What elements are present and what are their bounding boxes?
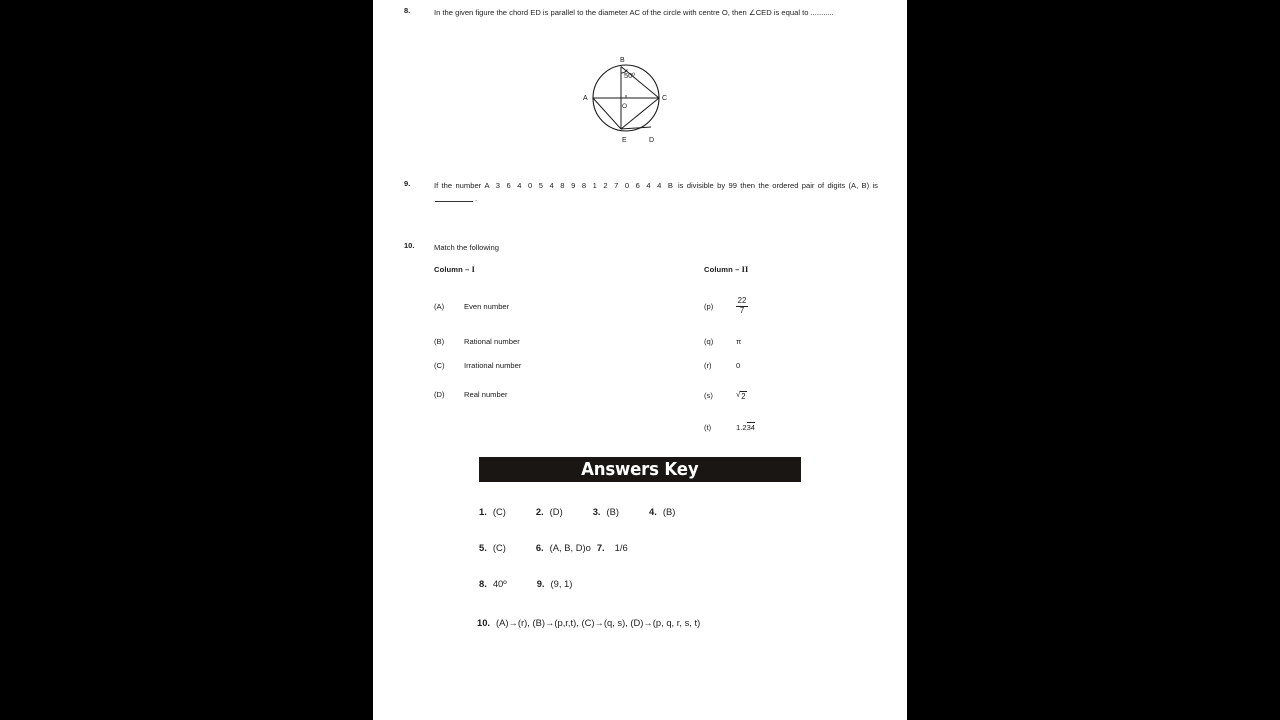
question-9 [404, 179, 882, 206]
column-1-header [434, 265, 475, 274]
square-root-2 [736, 390, 747, 401]
match-left-label: Rational number [464, 337, 520, 346]
match-right-value [736, 390, 747, 401]
answer-value: (B) [606, 506, 620, 517]
answer-number: 9. [536, 578, 545, 589]
answer-value: (C) [492, 542, 506, 553]
match-right-item [704, 337, 741, 346]
label-angle-50: 50º [624, 71, 635, 80]
match-left-tag: (B) [434, 337, 445, 346]
match-right-value: π [736, 337, 742, 346]
match-right-item [704, 390, 747, 401]
label-C: C [662, 95, 668, 102]
answer-number: 8. [479, 578, 487, 589]
match-left-label: Irrational number [464, 361, 522, 370]
column-2-header-text: Column – [704, 265, 742, 274]
answer-blank[interactable] [435, 201, 473, 202]
label-E: E [622, 137, 627, 144]
match-right-tag: (r) [704, 361, 712, 370]
answer-number: 6. [535, 542, 544, 553]
match-left-item [434, 337, 520, 346]
answer-value: (B) [662, 506, 676, 517]
answer-value: 40º [492, 578, 507, 589]
answer-number: 5. [479, 542, 487, 553]
line-ED-chord [621, 127, 651, 129]
answer-value: (C) [492, 506, 506, 517]
match-right-value [736, 423, 755, 432]
question-10-number: 10. [404, 241, 415, 250]
question-9-suffix: . [475, 194, 478, 204]
column-2-roman: II [741, 265, 749, 274]
question-9-prefix: If the number [434, 181, 482, 190]
label-B: B [620, 57, 625, 64]
match-left-item [434, 302, 509, 311]
answer-value: (A, B, D)o [549, 542, 591, 553]
match-left-label: Even number [464, 302, 510, 311]
answer-number: 10. [477, 617, 491, 628]
fraction-denominator: 7 [736, 306, 748, 316]
radicand: 2 [741, 392, 746, 401]
label-D: D [649, 137, 655, 144]
document-page [373, 0, 907, 720]
answers-row [479, 506, 675, 517]
answers-row [479, 542, 628, 553]
fraction-numerator: 22 [737, 296, 747, 305]
column-1-roman: I [471, 265, 475, 274]
answer-value: (9, 1) [550, 578, 573, 589]
answer-number: 2. [535, 506, 544, 517]
answer-number: 7. [596, 542, 605, 553]
match-right-value [736, 297, 748, 315]
match-right-value: 0 [736, 361, 741, 370]
answer-number: 1. [479, 506, 487, 517]
match-left-tag: (A) [434, 302, 445, 311]
label-A: A [583, 95, 588, 102]
match-right-tag: (q) [704, 337, 714, 346]
repeating-digits: 34 [746, 423, 756, 432]
question-10-text: Match the following [434, 243, 500, 252]
answers-row [479, 578, 572, 589]
match-right-tag: (t) [704, 423, 712, 432]
question-9-middle: is divisible by 99 then the ordered pair of digits (A, B) is [677, 181, 878, 190]
match-left-item [434, 390, 507, 399]
decimal-prefix: 1.2 [736, 423, 747, 432]
answer-number: 3. [592, 506, 601, 517]
match-left-label: Real number [464, 390, 508, 399]
radical-sign: √ [736, 390, 741, 399]
circle-diagram-svg [563, 48, 693, 148]
match-left-tag: (D) [434, 390, 445, 399]
answers-key-banner [479, 457, 801, 482]
answer-value: 1/6 [614, 542, 628, 553]
match-left-tag: (C) [434, 361, 445, 370]
label-O: O [622, 103, 628, 110]
fraction-22-7 [736, 297, 748, 315]
circle-diagram-figure [563, 48, 693, 148]
answer-value: (D) [549, 506, 563, 517]
question-8-text: In the given figure the chord ED is parallel to the diameter AC of the circle with centre O, then ∠CED is equal to ........... [434, 8, 834, 17]
question-9-number: 9. [404, 179, 411, 188]
answer-number: 4. [649, 506, 657, 517]
match-right-tag: (p) [704, 301, 714, 311]
answers-key-title: Answers Key [581, 459, 699, 480]
question-9-text [434, 179, 878, 206]
match-right-tag: (s) [704, 391, 713, 400]
answers-row [477, 617, 700, 628]
match-right-item [704, 297, 748, 315]
question-8 [404, 6, 882, 19]
column-2-header [704, 265, 748, 274]
question-10 [404, 241, 882, 254]
answer-value: (A)→(r), (B)→(p,r,t), (C)→(q, s), (D)→(p, q, r, s, t) [496, 617, 701, 628]
match-left-item [434, 361, 521, 370]
match-right-item [704, 423, 755, 432]
question-9-digit-string: A 3 6 4 0 5 4 8 9 8 1 2 7 0 6 4 4 B [484, 181, 675, 190]
question-8-number: 8. [404, 6, 411, 15]
column-1-header-text: Column – [434, 265, 472, 274]
match-right-item [704, 361, 740, 370]
